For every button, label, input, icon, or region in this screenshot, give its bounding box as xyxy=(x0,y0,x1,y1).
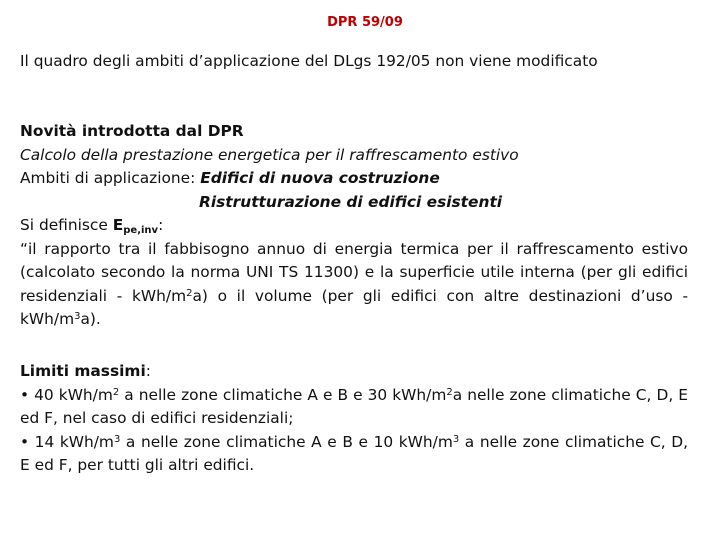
limiti-item2-c: a nelle zone climatiche C, D, E ed F, per tutti gli altri edifici. xyxy=(20,432,689,474)
limiti-heading: Limiti massimi xyxy=(20,362,146,380)
limiti-section xyxy=(20,360,688,478)
intro-text: Il quadro degli ambiti d’applicazione del DLgs 192/05 non viene modificato xyxy=(20,52,598,70)
limiti-item1-c: a nelle zone climatiche C, D, E ed F, nel caso di edifici residenziali; xyxy=(20,385,689,427)
novita-section xyxy=(20,120,688,332)
limiti-colon: : xyxy=(145,362,151,380)
page-title: DPR 59/09 xyxy=(327,15,403,30)
limiti-item1-b: a nelle zone climatiche A e B e 30 kWh/m xyxy=(119,385,447,404)
limiti-item-residenziali xyxy=(20,384,688,431)
limiti-item-altri xyxy=(20,431,688,478)
calcolo-text: Calcolo della prestazione energetica per il raffrescamento estivo xyxy=(20,145,519,164)
limiti-item2-sup-a: 3 xyxy=(113,433,121,445)
definizione-sup-a: 2 xyxy=(186,287,193,299)
definizione-text-b: a) o il volume (per gli edifici con altre destinazioni d’uso - kWh/m xyxy=(20,286,689,328)
limiti-item1-sup-a: 2 xyxy=(112,386,120,398)
ambito-nuova-costruzione: Edifici di nuova costruzione xyxy=(200,169,440,187)
definizione-text-c: a). xyxy=(80,310,101,328)
limiti-item2-sup-b: 3 xyxy=(452,433,460,445)
limiti-item1-sup-b: 2 xyxy=(446,386,453,398)
definizione-prefix: Si definisce xyxy=(20,216,113,234)
limiti-item1-a: • 40 kWh/m xyxy=(20,385,113,404)
definizione-colon: : xyxy=(158,216,164,234)
ambiti-label: Ambiti di applicazione: xyxy=(20,169,201,187)
limiti-item2-b: a nelle zone climatiche A e B e 10 kWh/m xyxy=(120,432,453,451)
definizione-text-a: “il rapporto tra il fabbisogno annuo di energia termica per il raffrescamento estivo (calcolato secondo la norma UNI TS 11300) e la superficie utile interna (per gli edifici residenziali - kWh/m xyxy=(20,239,688,305)
definizione-sup-b: 3 xyxy=(74,311,81,322)
novita-heading: Novità introdotta dal DPR xyxy=(20,122,244,140)
limiti-item2-a: • 14 kWh/m xyxy=(20,432,114,451)
epe-symbol: E xyxy=(112,216,124,234)
epe-subscript: pe,inv xyxy=(123,225,159,236)
ambito-ristrutturazione: Ristrutturazione di edifici esistenti xyxy=(199,192,503,211)
definizione-text xyxy=(20,238,688,332)
